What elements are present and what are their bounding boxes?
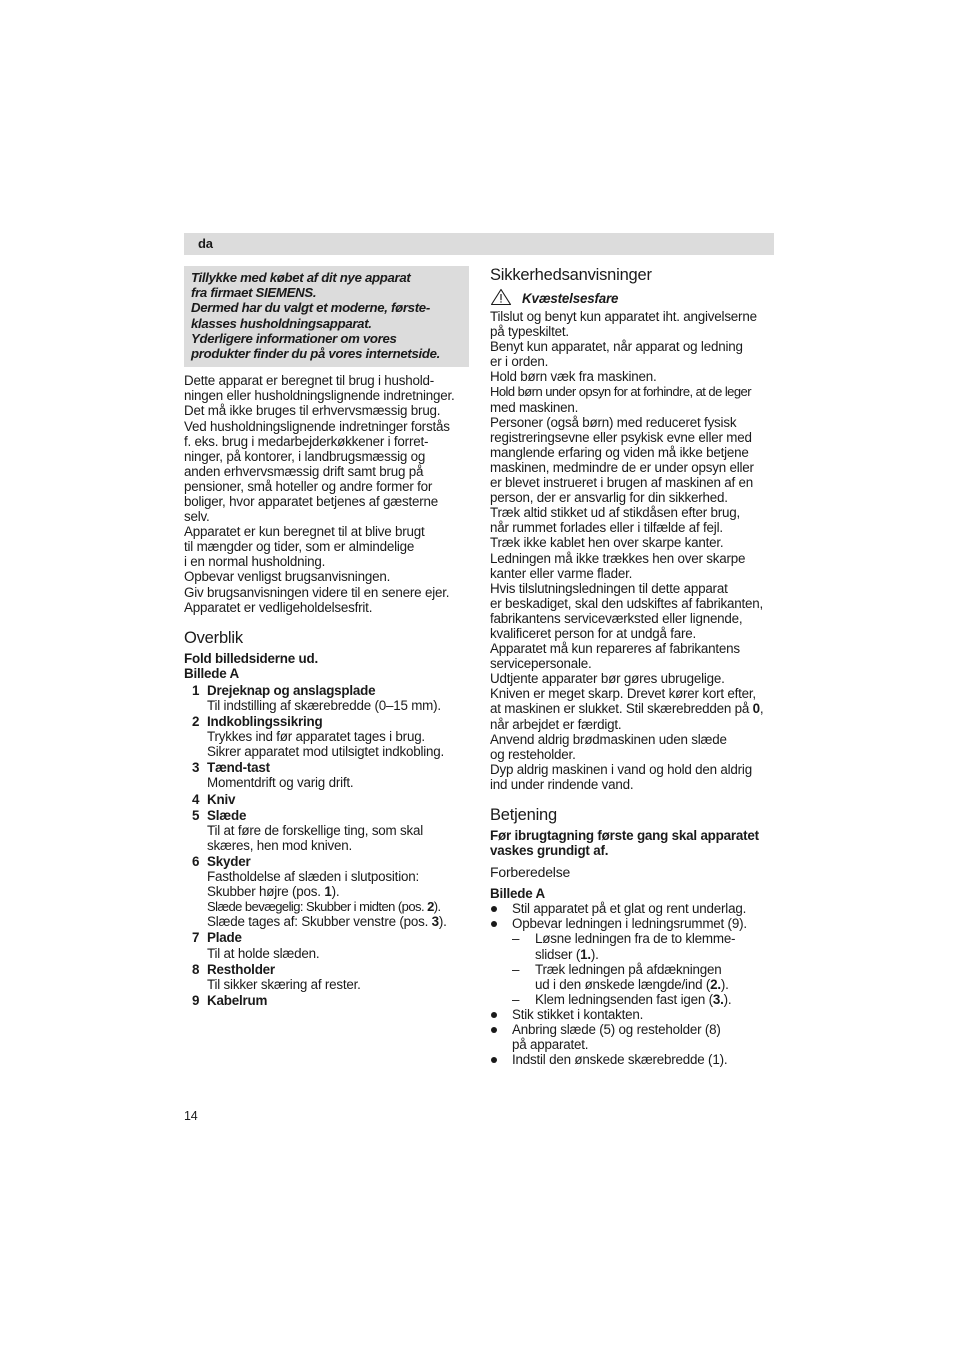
intro-box-line: klasses husholdningsapparat.: [191, 315, 372, 331]
item-desc: skæres, hen mod kniven.: [207, 837, 352, 853]
sub-text: [535, 977, 780, 992]
dash-icon: –: [512, 991, 520, 1007]
item-desc: Fastholdelse af slæden i slutposition:: [207, 869, 419, 885]
bullet-text: Stil apparatet på et glat og rent underlag.: [512, 901, 747, 917]
item-number: 6: [192, 853, 200, 869]
list-item: [192, 792, 469, 807]
bullet-text: Anbring slæde (5) og resteholder (8): [512, 1022, 721, 1038]
text-span: Skubber højre (pos.: [207, 884, 325, 900]
text-span: ).: [438, 914, 447, 930]
item-title: Kniv: [207, 791, 236, 807]
text-line: registreringsevne eller psykisk evne eller med: [490, 429, 752, 445]
list-item: [490, 1007, 780, 1022]
text-span: at maskinen er slukket. Stil skærebredden på: [490, 701, 753, 717]
text-span: ).: [720, 976, 729, 992]
text-line: pensioner, små hoteller og andre former for: [184, 478, 433, 494]
position-number: 3: [431, 914, 439, 930]
sub-item: [490, 962, 780, 992]
text-line: fabrikantens serviceværksted eller lignende,: [490, 610, 743, 626]
item-title: Kabelrum: [207, 992, 268, 1008]
text-line: Personer (også børn) med reduceret fysisk: [490, 414, 737, 430]
step-number: 1.: [580, 946, 591, 962]
list-item: [192, 993, 469, 1008]
text-line: er beskadiget, skal den udskiftes af fabrikanten,: [490, 595, 764, 611]
picture-reference: Billede A: [490, 886, 545, 902]
item-number: 3: [192, 760, 200, 776]
intro-box-line: Yderligere informationer om vores: [191, 330, 397, 346]
bold-note-line: Før ibrugtagning første gang skal apparatet: [490, 828, 759, 843]
text-line: Giv brugsanvisningen videre til en senere ejer.: [184, 584, 450, 600]
bullet-text: Indstil den ønskede skærebredde (1).: [512, 1052, 728, 1068]
list-item: [192, 930, 469, 960]
text-line: Kniven er meget skarp. Drevet kører kort efter,: [490, 686, 756, 702]
item-title: Plade: [207, 930, 242, 946]
text-line: boliger, hvor apparatet betjenes af gæsterne: [184, 493, 438, 509]
position-number: 2: [427, 899, 434, 915]
step-number: 2.: [710, 976, 721, 992]
text-line: er blevet instrueret i brugen af maskinen af en: [490, 475, 754, 491]
text-line: Ledningen må ikke trækkes hen over skarpe: [490, 550, 746, 566]
text-line: maskinen, medmindre de er under opsyn eller: [490, 459, 754, 475]
item-title: Drejeknap og anslagsplade: [207, 682, 376, 698]
text-line: [490, 701, 780, 716]
text-line: Tilslut og benyt kun apparatet iht. angivelserne: [490, 309, 757, 324]
item-number: 1: [192, 682, 200, 698]
text-line: Træk altid stikket ud af stikdåsen efter brug,: [490, 505, 741, 521]
item-desc: Til sikker skæring af rester.: [207, 976, 361, 992]
text-line: Opbevar venligst brugsanvisningen.: [184, 569, 391, 585]
item-desc: Momentdrift og varig drift.: [207, 775, 354, 791]
list-item: [192, 808, 469, 853]
list-item: [192, 714, 469, 759]
item-desc: Til at holde slæden.: [207, 945, 320, 961]
text-span: slidser (: [535, 946, 581, 962]
text-span: ).: [590, 946, 599, 962]
text-span: ).: [433, 899, 441, 915]
text-line: kvalificeret person for at undgå fare.: [490, 625, 697, 641]
preparation-list: [490, 901, 780, 1067]
operation-heading: Betjening: [490, 806, 558, 824]
text-line: anden erhvervsmæssig drift samt brug på: [184, 463, 424, 479]
text-line: Apparatet er kun beregnet til at blive brugt: [184, 524, 425, 540]
text-span: Klem ledningsenden fast igen (: [535, 991, 713, 1007]
text-line: Anvend aldrig brødmaskinen uden slæde: [490, 731, 727, 747]
item-desc: Trykkes ind før apparatet tages i brug.: [207, 729, 425, 745]
text-span: Slæde bevægelig: Skubber i midten (pos.: [207, 899, 428, 915]
text-line: manglende erfaring og viden må ikke betjene: [490, 444, 749, 460]
preparation-heading: Forberedelse: [490, 864, 571, 881]
item-number: 8: [192, 961, 200, 977]
sub-text: [535, 992, 780, 1007]
text-line: Dyp aldrig maskinen i vand og hold den aldrig: [490, 761, 752, 777]
item-number: 4: [192, 791, 200, 807]
text-line: og resteholder.: [490, 746, 576, 762]
fold-instruction: Fold billedsiderne ud.: [184, 650, 318, 666]
intro-box-line: Tillykke med købet af dit nye apparat: [191, 270, 411, 285]
intro-box-line: fra firmaet SIEMENS.: [191, 285, 317, 301]
item-desc: [207, 914, 469, 929]
list-item: [490, 916, 780, 931]
text-line: Dette apparat er beregnet til brug i hushold-: [184, 373, 435, 389]
item-title: Indkoblingssikring: [207, 714, 323, 730]
picture-reference: Billede A: [184, 665, 239, 681]
text-line: til mængder og tider, som er almindelige: [184, 539, 415, 555]
item-number: 2: [192, 714, 200, 730]
list-item: [192, 854, 469, 929]
warning-label: Kvæstelsesfare: [522, 291, 619, 306]
intro-box-line: produkter finder du på vores internetside.: [191, 346, 440, 362]
right-column: [490, 266, 780, 1067]
text-line: person, der er ansvarlig for din sikkerhed.: [490, 490, 728, 506]
bullet-icon: [491, 1012, 497, 1018]
position-number: 1: [324, 884, 332, 900]
bullet-icon: [491, 906, 497, 912]
language-code: da: [198, 236, 213, 251]
text-line: ninger, på kontorer, i landbrugsmæssig og: [184, 448, 426, 464]
text-line: kanter eller varme flader.: [490, 565, 633, 581]
intro-box: [184, 266, 469, 367]
sub-text: Løsne ledningen fra de to klemme-: [535, 931, 736, 947]
text-line: med maskinen.: [490, 399, 579, 415]
text-line: Træk ikke kablet hen over skarpe kanter.: [490, 535, 724, 551]
text-line: Benyt kun apparatet, når apparat og ledning: [490, 339, 743, 355]
bullet-icon: [491, 1057, 497, 1063]
intro-box-line: Dermed har du valgt et moderne, første-: [191, 300, 430, 316]
text-line: f. eks. brug i medarbejderkøkkener i forret-: [184, 433, 429, 449]
text-line: når arbejdet er færdigt.: [490, 716, 622, 732]
list-item: [490, 1022, 780, 1052]
text-line: Apparatet er vedligeholdelsesfrit.: [184, 599, 373, 615]
text-line: Ved husholdningslignende indretninger forstås: [184, 418, 450, 434]
sub-text: Træk ledningen på afdækningen: [535, 961, 722, 977]
text-span: Slæde tages af: Skubber venstre (pos.: [207, 914, 432, 930]
item-desc: [207, 884, 469, 899]
item-number: 9: [192, 992, 200, 1008]
safety-text: [490, 309, 780, 792]
step-number: 3.: [712, 991, 724, 1007]
text-line: servicepersonale.: [490, 656, 592, 672]
dash-icon: –: [512, 931, 520, 947]
overview-list: [192, 683, 469, 1008]
bullet-text: Stik stikket i kontakten.: [512, 1006, 644, 1022]
bullet-text: Opbevar ledningen i ledningsrummet (9).: [512, 916, 747, 932]
item-title: Tænd-tast: [207, 760, 270, 776]
item-desc: Sikrer apparatet mod utilsigtet indkobling.: [207, 744, 445, 760]
bullet-icon: [491, 1027, 497, 1033]
text-line: Udtjente apparater bør gøres ubrugelige.: [490, 671, 725, 687]
list-item: [192, 683, 469, 713]
safety-heading: Sikkerhedsanvisninger: [490, 266, 652, 284]
left-column: [184, 266, 469, 1009]
warning-triangle-icon: [490, 288, 512, 306]
intro-text: [184, 373, 469, 615]
bullet-icon: [491, 921, 497, 927]
text-span: ud i den ønskede længde/ind (: [535, 976, 711, 992]
text-span: ).: [331, 884, 340, 900]
text-line: ningen eller husholdningslignende indretninger.: [184, 388, 455, 404]
sub-item: [490, 931, 780, 961]
text-line: ind under rindende vand.: [490, 776, 634, 792]
text-span: ).: [723, 991, 732, 1007]
item-title: Skyder: [207, 853, 251, 869]
overview-heading: Overblik: [184, 628, 243, 647]
list-item: [490, 1052, 780, 1067]
item-desc: Til at føre de forskellige ting, som skal: [207, 822, 424, 838]
text-line: Apparatet må kun repareres af fabrikantens: [490, 641, 740, 657]
sub-text: [535, 947, 780, 962]
text-line: Det må ikke bruges til erhvervsmæssig brug.: [184, 403, 441, 419]
text-span: ,: [759, 701, 764, 717]
dash-icon: –: [512, 961, 520, 977]
bold-note-line: vaskes grundigt af.: [490, 843, 609, 859]
text-line: når rummet forlades eller i tilfælde af fejl.: [490, 520, 723, 536]
item-title: Restholder: [207, 961, 275, 977]
sub-item: [490, 992, 780, 1007]
language-bar: [184, 233, 774, 255]
text-line: Hvis tilslutningsledningen til dette apparat: [490, 580, 728, 596]
text-line: i en normal husholdning.: [184, 554, 326, 570]
list-item: [490, 901, 780, 916]
list-item: [192, 962, 469, 992]
warning-line: [490, 288, 780, 309]
item-desc: [207, 899, 469, 914]
item-number: 7: [192, 930, 200, 946]
item-number: 5: [192, 807, 200, 823]
list-item: [192, 760, 469, 790]
text-line: Hold børn under opsyn for at forhindre, at de leger: [490, 384, 752, 400]
page-number: 14: [184, 1109, 198, 1123]
bullet-text: på apparatet.: [512, 1037, 589, 1053]
text-line: på typeskiltet.: [490, 324, 569, 340]
item-title: Slæde: [207, 807, 247, 823]
item-desc: Til indstilling af skærebredde (0–15 mm).: [207, 698, 441, 713]
text-line: er i orden.: [490, 354, 549, 370]
text-line: selv.: [184, 509, 210, 525]
text-line: Hold børn væk fra maskinen.: [490, 369, 657, 385]
zero-value: 0: [752, 701, 760, 717]
